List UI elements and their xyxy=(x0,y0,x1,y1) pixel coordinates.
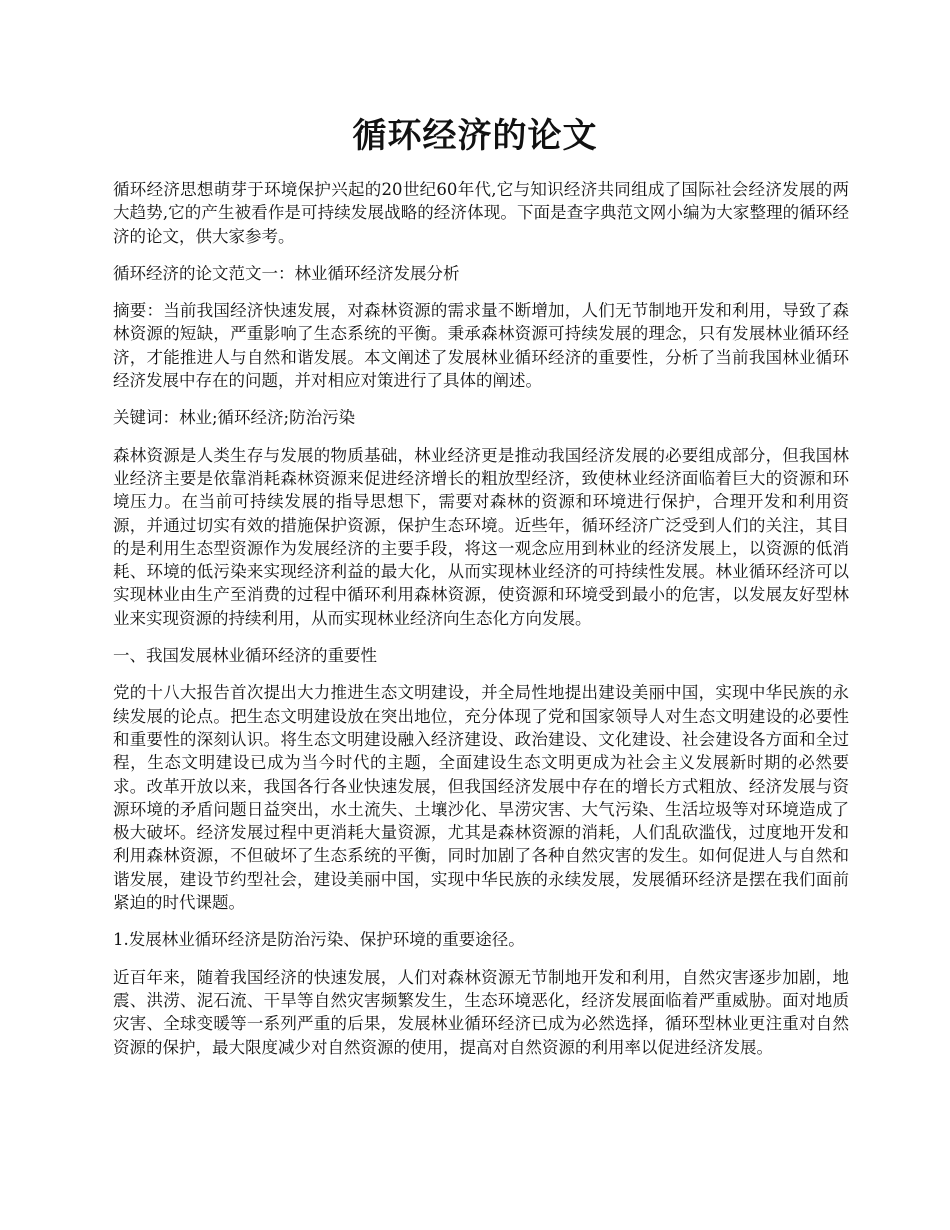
body-paragraph: 近百年来，随着我国经济的快速发展，人们对森林资源无节制地开发和利用，自然灾害逐步加剧，地震、洪涝、泥石流、干旱等自然灾害频繁发生，生态环境恶化，经济发展面临着严重威胁。面对地质灾害、全球变暖等一系列严重的后果，发展林业循环经济已成为必然选择，循环型林业更注重对自然资源的保护，最大限度减少对自然资源的使用，提高对自然资源的利用率以促进经济发展。 xyxy=(113,967,849,1057)
body-paragraph: 党的十八大报告首次提出大力推进生态文明建设，并全局性地提出建设美丽中国，实现中华民族的永续发展的论点。把生态文明建设放在突出地位，充分体现了党和国家领导人对生态文明建设的必要性和重要性的深刻认识。将生态文明建设融入经济建设、政治建设、文化建设、社会建设各方面和全过程，生态文明建设已成为当今时代的主题，全面建设生态文明更成为社会主义发展新时期的必然要求。改革开放以来，我国各行各业快速发展，但我国经济发展中存在的增长方式粗放、经济发展与资源环境的矛盾问题日益突出，水土流失、土壤沙化、旱涝灾害、大气污染、生活垃圾等对环境造成了极大破坏。经济发展过程中更消耗大量资源，尤其是森林资源的消耗，人们乱砍滥伐，过度地开发和利用森林资源，不但破坏了生态系统的平衡，同时加剧了各种自然灾害的发生。如何促进人与自然和谐发展，建设节约型社会，建设美丽中国，实现中华民族的永续发展，发展循环经济是摆在我们面前紧迫的时代课题。 xyxy=(113,683,849,913)
subsection-heading: 1.发展林业循环经济是防治污染、保护环境的重要途径。 xyxy=(113,930,525,950)
document-title: 循环经济的论文 xyxy=(352,116,598,156)
intro-paragraph: 循环经济思想萌芽于环境保护兴起的20世纪60年代,它与知识经济共同组成了国际社会经济发展的两大趋势,它的产生被看作是可持续发展战略的经济体现。下面是查字典范文网小编为大家整理的循环经济的论文，供大家参考。 xyxy=(113,180,849,246)
section-heading: 一、我国发展林业循环经济的重要性 xyxy=(113,646,377,666)
body-paragraph: 森林资源是人类生存与发展的物质基础，林业经济更是推动我国经济发展的必要组成部分，但我国林业经济主要是依靠消耗森林资源来促进经济增长的粗放型经济，致使林业经济面临着巨大的资源和环境压力。在当前可持续发展的指导思想下，需要对森林的资源和环境进行保护，合理开发和利用资源，并通过切实有效的措施保护资源，保护生态环境。近些年，循环经济广泛受到人们的关注，其目的是利用生态型资源作为发展经济的主要手段，将这一观念应用到林业的经济发展上，以资源的低消耗、环境的低污染来实现经济利益的最大化，从而实现林业经济的可持续性发展。林业循环经济可以实现林业由生产至消费的过程中循环利用森林资源，使资源和环境受到最小的危害，以发展友好型林业来实现资源的持续利用，从而实现林业经济向生态化方向发展。 xyxy=(113,445,849,628)
abstract-paragraph: 摘要：当前我国经济快速发展，对森林资源的需求量不断增加，人们无节制地开发和利用，导致了森林资源的短缺，严重影响了生态系统的平衡。秉承森林资源可持续发展的理念，只有发展林业循环经济，才能推进人与自然和谐发展。本文阐述了发展林业循环经济的重要性，分析了当前我国林业循环经济发展中存在的问题，并对相应对策进行了具体的阐述。 xyxy=(113,301,849,391)
section-heading: 循环经济的论文范文一：林业循环经济发展分析 xyxy=(113,263,460,283)
document-body xyxy=(113,178,849,1073)
keywords-line: 关键词：林业;循环经济;防治污染 xyxy=(113,408,356,428)
